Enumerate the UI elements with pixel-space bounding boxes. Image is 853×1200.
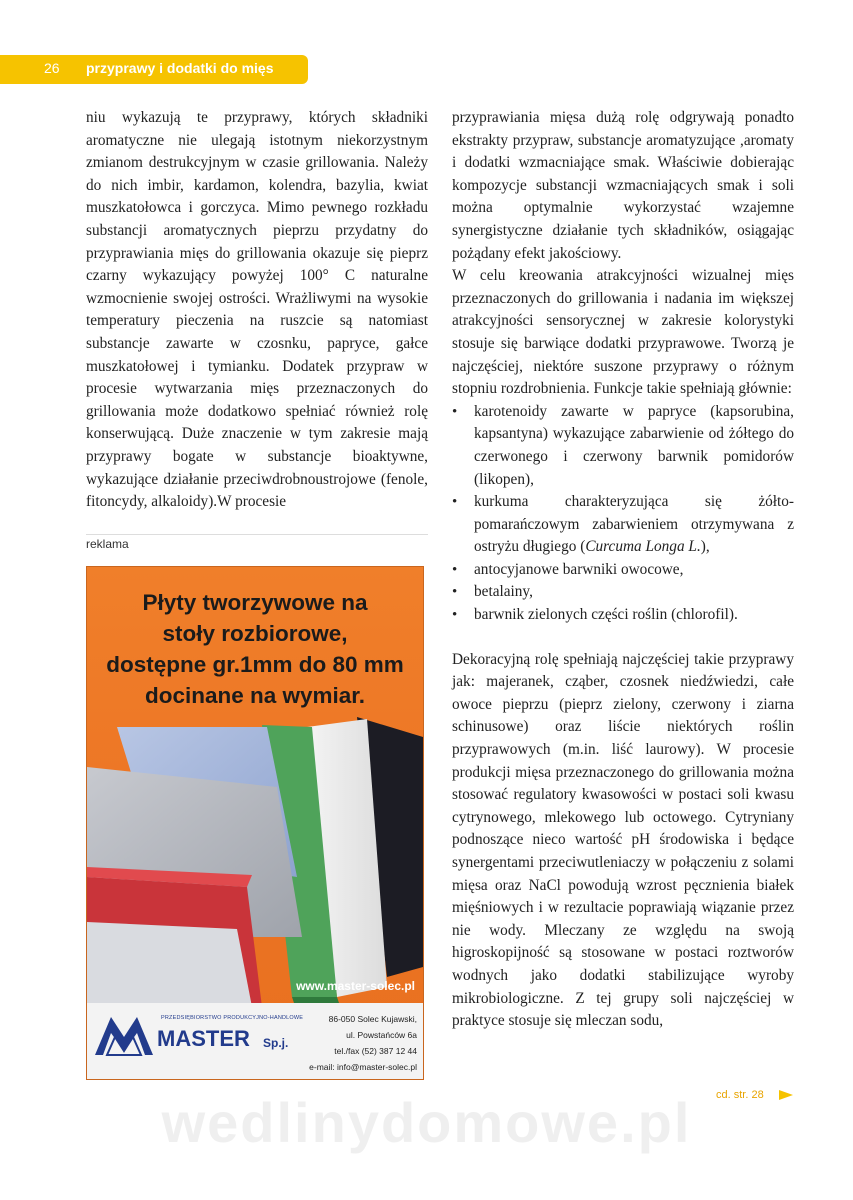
list-item-text: kurkuma charakteryzująca się żółto- pomarańczowym zabarwieniem otrzymywana z ostryżu długiego (: [474, 493, 794, 556]
continuation-link[interactable]: cd. str. 28: [716, 1089, 764, 1101]
company-subtitle: PRZEDSIĘBIORSTWO PRODUKCYJNO-HANDLOWE: [161, 1015, 304, 1021]
ad-headline: [87, 587, 423, 711]
colorant-list: [452, 401, 794, 627]
list-item-text: ),: [700, 538, 710, 556]
ad-headline-line: Płyty tworzywowe na: [142, 590, 368, 615]
list-item: • betalainy,: [452, 581, 794, 604]
list-item: • barwnik zielonych części roślin (chlorofil).: [452, 604, 794, 627]
board-light: [87, 922, 252, 1007]
advertisement[interactable]: [86, 566, 424, 1080]
ad-headline-line: dostępne gr.1mm do 80 mm: [106, 652, 404, 677]
right-paragraph-1: przyprawiania mięsa dużą rolę odgrywają ponadto ekstrakty przypraw, substancje aromatyzujące ,aromaty i dodatki wzmacniające smak. Właściwie dobierając kompozycje substancji wzmacniających smak i soli można optymalnie wykorzystać wzajemne synergistyczne działanie tych składników, osiągając pożądany efekt jakościowy.: [452, 109, 794, 262]
right-paragraph-3: Dekoracyjną rolę spełniają najczęściej takie przyprawy jak: majeranek, cząber, czosnek niedźwiedzi, całe owoce pieprzu (pieprz zielony, czerwony i ziarna schinusowe) oraz liście niektórych roślin przyprawowych (m.in. liść laurowy). W procesie produkcji mięsa przeznaczonego do grillowania można stosować regulatory kwasowości w postaci soli kwasu cytrynowego, mlekowego lub octowego. Cytryniany podnoszące nieco wartość pH środowiska i będące synergentami przeciwutleniaczy w połączeniu z solami mięsa oraz NaCl powodują wzrost pęcznienia białek mięśniowych i w rezultacie poprawiają wiązanie przez nie wody. Mleczany ze względu na swoją higroskopijność są stosowane w postaci roztworów wodnych jako dodatki stabilizujące wyroby mikrobiologiczne. Z tej grupy soli najczęściej w praktyce stosuje się mleczan sodu,: [452, 650, 794, 1030]
left-text-column: [86, 107, 428, 514]
ad-headline-line: stoły rozbiorowe,: [162, 621, 348, 646]
ad-footer: [87, 1003, 423, 1079]
plastic-boards-image: [87, 707, 423, 1007]
watermark: wedlinydomowe.pl: [161, 1091, 692, 1154]
ad-website-link[interactable]: www.master-solec.pl: [296, 979, 415, 993]
list-item: • antocyjanowe barwniki owocowe,: [452, 559, 794, 582]
company-suffix: Sp.j.: [263, 1036, 289, 1050]
email-link[interactable]: e-mail: info@master-solec.pl: [309, 1062, 417, 1072]
address-line: 86-050 Solec Kujawski,: [328, 1014, 417, 1024]
left-paragraph: niu wykazują te przyprawy, których składniki aromatyczne nie ulegają istotnym niekorzystnym zmianom destrukcyjnym w czasie grillowania. Należy do nich imbir, kardamon, kolendra, bazylia, kwiat muszkatołowca i gorczyca. Mimo pewnego rozkładu substancji aromatycznych pieprzu przydatny do przyprawiania mięs do grillowania okazuje się pieprz czarny wykazujący powyżej 100° C naturalne wzmocnienie swojej ostrości. Wrażliwymi na wysokie temperatury pieczenia na ruszcie są natomiast substancje zawarte w czosnku, papryce, gałce muszkatołowej i tymianku. Dodatek przypraw w procesie wytwarzania mięs przeznaczonych do grillowania może dodatkowo spełniać również rolę konserwującą. Duże znaczenie w tym zakresie mają przyprawy bogate w substancje bioaktywne, wykazujące działanie przeciwdrobnoustrojowe (fenole, fitoncydy, alkaloidy).W procesie: [86, 109, 428, 511]
list-item: [452, 491, 794, 559]
page-number: 26: [44, 60, 60, 76]
address-line: ul. Powstańców 6a: [346, 1030, 417, 1040]
right-paragraph-2: W celu kreowania atrakcyjności wizualnej mięs przeznaczonych do grillowania i nadania im większej atrakcyjności sensorycznej w zakresie kolorystyki stosuje się barwiące dodatki przyprawowe. Tworzą je najczęściej, niektóre suszone przyprawy o różnym stopniu rozdrobnienia. Funkcje takie spełniają głównie:: [452, 267, 794, 398]
company-address: [267, 1011, 417, 1075]
paragraph-gap: [452, 627, 794, 649]
latin-name: Curcuma Longa L.: [585, 538, 701, 556]
ad-headline-line: docinane na wymiar.: [144, 683, 366, 708]
right-text-column: [452, 107, 794, 1033]
ad-label: reklama: [86, 534, 428, 551]
master-logo-icon: [93, 1011, 155, 1057]
company-name: MASTER: [157, 1026, 250, 1051]
phone-line: tel./fax (52) 387 12 44: [334, 1046, 417, 1056]
section-title: przyprawy i dodatki do mięs: [86, 60, 274, 76]
list-item: • karotenoidy zawarte w papryce (kapsorubina, kapsantyna) wykazujące zabarwienie od żółtego do czerwonego i czerwony barwnik pomidorów (likopen),: [452, 401, 794, 491]
